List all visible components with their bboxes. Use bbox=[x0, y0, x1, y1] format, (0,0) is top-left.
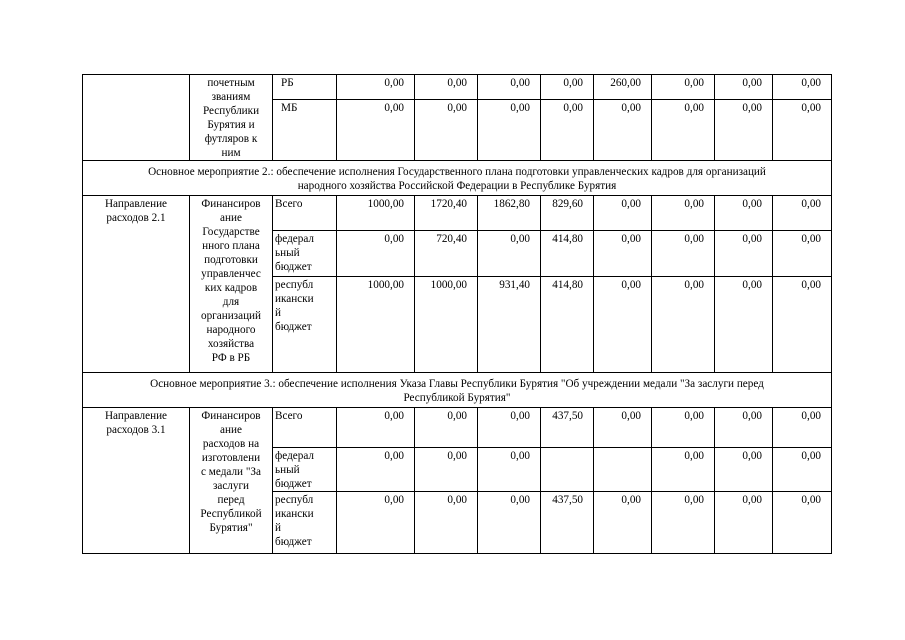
value-cell: 0,00 bbox=[337, 448, 415, 492]
event-name-cell bbox=[190, 75, 273, 161]
funding-source-cell: МБ bbox=[273, 100, 337, 161]
funding-source-line: республ bbox=[275, 494, 314, 506]
value-cell: 437,50 bbox=[541, 492, 594, 554]
event-name-line: управленчес bbox=[201, 268, 261, 280]
expense-direction-line: расходов 2.1 bbox=[106, 212, 166, 224]
value-cell bbox=[541, 448, 594, 492]
funding-source-line: Всего bbox=[275, 410, 303, 422]
budget-table bbox=[82, 74, 832, 554]
section-title bbox=[83, 161, 832, 196]
value-cell: 0,00 bbox=[773, 100, 832, 161]
value-cell: 0,00 bbox=[773, 408, 832, 448]
value-cell: 0,00 bbox=[773, 196, 832, 231]
event-name-line: РФ в РБ bbox=[211, 352, 251, 364]
section-title-line: Основное мероприятие 2.: обеспечение исполнения Государственного плана подготовки управленческих кадров для организаций bbox=[148, 166, 766, 178]
value-cell: 0,00 bbox=[594, 196, 652, 231]
event-name-line: Республикой bbox=[200, 508, 262, 520]
table-row bbox=[83, 408, 832, 448]
event-name-line: Бурятия" bbox=[209, 522, 253, 534]
event-name-line: ких кадров bbox=[204, 282, 258, 294]
funding-source-line: ьный bbox=[275, 464, 300, 476]
event-name-line: заслуги bbox=[212, 480, 250, 492]
event-name-line: подготовки bbox=[204, 254, 258, 266]
section-heading-row bbox=[83, 373, 832, 408]
value-cell: 0,00 bbox=[594, 277, 652, 373]
section-title-line: Основное мероприятие 3.: обеспечение исполнения Указа Главы Республики Бурятия "Об учреждении медали "За заслуги перед bbox=[150, 378, 764, 390]
value-cell: 0,00 bbox=[415, 492, 478, 554]
event-name-line: почетным bbox=[207, 77, 255, 89]
funding-source-cell bbox=[273, 408, 337, 448]
expense-direction-line: расходов 3.1 bbox=[106, 424, 166, 436]
funding-source-cell bbox=[273, 196, 337, 231]
value-cell: 0,00 bbox=[337, 231, 415, 277]
value-cell: 0,00 bbox=[715, 100, 773, 161]
value-cell: 0,00 bbox=[715, 196, 773, 231]
value-cell: 0,00 bbox=[478, 231, 541, 277]
event-name-line: с медали "За bbox=[201, 466, 261, 478]
value-cell: 0,00 bbox=[715, 277, 773, 373]
event-name-line: расходов на bbox=[202, 438, 260, 450]
value-cell: 0,00 bbox=[478, 448, 541, 492]
section-heading-row bbox=[83, 161, 832, 196]
value-cell: 720,40 bbox=[415, 231, 478, 277]
funding-source-line: федерал bbox=[275, 233, 314, 245]
value-cell: 0,00 bbox=[478, 75, 541, 100]
value-cell: 0,00 bbox=[652, 408, 715, 448]
funding-source-line: бюджет bbox=[275, 261, 312, 273]
event-name-line: хозяйства bbox=[207, 338, 255, 350]
value-cell: 0,00 bbox=[415, 408, 478, 448]
value-cell: 414,80 bbox=[541, 231, 594, 277]
value-cell: 0,00 bbox=[541, 100, 594, 161]
value-cell: 1000,00 bbox=[337, 277, 415, 373]
funding-source-line: бюджет bbox=[275, 478, 312, 490]
event-name-line: ание bbox=[220, 212, 242, 224]
value-cell: 0,00 bbox=[652, 492, 715, 554]
event-name-line: перед bbox=[217, 494, 245, 506]
value-cell: 0,00 bbox=[652, 448, 715, 492]
value-cell: 0,00 bbox=[773, 448, 832, 492]
value-cell: 260,00 bbox=[594, 75, 652, 100]
value-cell: 0,00 bbox=[715, 231, 773, 277]
event-name-line: Бурятия и bbox=[207, 119, 255, 131]
event-name-line: Государстве bbox=[202, 226, 260, 238]
section-title-line: народного хозяйства Российской Федерации в Республике Бурятия bbox=[297, 180, 617, 192]
expense-direction-cell bbox=[83, 408, 190, 554]
value-cell: 0,00 bbox=[652, 75, 715, 100]
direction-cell-empty bbox=[83, 75, 190, 161]
value-cell: 0,00 bbox=[652, 231, 715, 277]
value-cell: 0,00 bbox=[715, 492, 773, 554]
value-cell: 0,00 bbox=[594, 408, 652, 448]
funding-source-cell bbox=[273, 448, 337, 492]
value-cell: 1862,80 bbox=[478, 196, 541, 231]
table-body bbox=[83, 75, 832, 554]
event-name-line: народного bbox=[206, 324, 256, 336]
funding-source-line: федерал bbox=[275, 450, 314, 462]
funding-source-cell bbox=[273, 277, 337, 373]
value-cell: 829,60 bbox=[541, 196, 594, 231]
funding-source-line: Всего bbox=[275, 198, 303, 210]
event-name-line: Финансиров bbox=[201, 410, 261, 422]
value-cell: 0,00 bbox=[773, 231, 832, 277]
funding-source-line: й bbox=[275, 307, 281, 319]
value-cell: 0,00 bbox=[594, 231, 652, 277]
value-cell: 1000,00 bbox=[415, 277, 478, 373]
value-cell: 931,40 bbox=[478, 277, 541, 373]
expense-direction-cell bbox=[83, 196, 190, 373]
value-cell: 0,00 bbox=[478, 100, 541, 161]
value-cell: 0,00 bbox=[337, 75, 415, 100]
event-name-line: званиям bbox=[211, 91, 251, 103]
event-name-line: организаций bbox=[200, 310, 262, 322]
value-cell: 0,00 bbox=[594, 100, 652, 161]
event-name-line: ним bbox=[221, 147, 241, 159]
value-cell: 0,00 bbox=[773, 277, 832, 373]
value-cell: 0,00 bbox=[478, 492, 541, 554]
value-cell: 0,00 bbox=[715, 408, 773, 448]
funding-source-line: бюджет bbox=[275, 321, 312, 333]
value-cell: 0,00 bbox=[652, 100, 715, 161]
table-row bbox=[83, 196, 832, 231]
value-cell: 0,00 bbox=[652, 277, 715, 373]
section-title-line: Республикой Бурятия" bbox=[403, 392, 511, 404]
value-cell bbox=[594, 448, 652, 492]
value-cell: 0,00 bbox=[652, 196, 715, 231]
value-cell: 0,00 bbox=[415, 100, 478, 161]
event-name-line: для bbox=[222, 296, 240, 308]
funding-source-line: икански bbox=[275, 508, 314, 520]
event-name-line: изготовлени bbox=[201, 452, 261, 464]
value-cell: 0,00 bbox=[541, 75, 594, 100]
event-name-line: Финансиров bbox=[201, 198, 261, 210]
expense-direction-line: Направление bbox=[104, 410, 168, 422]
value-cell: 0,00 bbox=[337, 100, 415, 161]
value-cell: 0,00 bbox=[715, 448, 773, 492]
funding-source-line: республ bbox=[275, 279, 314, 291]
value-cell: 437,50 bbox=[541, 408, 594, 448]
section-title bbox=[83, 373, 832, 408]
value-cell: 0,00 bbox=[594, 492, 652, 554]
value-cell: 0,00 bbox=[415, 75, 478, 100]
value-cell: 1000,00 bbox=[337, 196, 415, 231]
table-row bbox=[83, 75, 832, 100]
event-name-line: нного плана bbox=[202, 240, 260, 252]
funding-source-line: икански bbox=[275, 293, 314, 305]
funding-source-line: бюджет bbox=[275, 536, 312, 548]
event-name-cell bbox=[190, 196, 273, 373]
value-cell: 1720,40 bbox=[415, 196, 478, 231]
value-cell: 0,00 bbox=[773, 75, 832, 100]
event-name-line: ание bbox=[220, 424, 242, 436]
funding-source-line: ьный bbox=[275, 247, 300, 259]
funding-source-cell bbox=[273, 231, 337, 277]
expense-direction-line: Направление bbox=[104, 198, 168, 210]
value-cell: 0,00 bbox=[773, 492, 832, 554]
funding-source-cell bbox=[273, 492, 337, 554]
event-name-line: футляров к bbox=[204, 133, 258, 145]
value-cell: 0,00 bbox=[715, 75, 773, 100]
value-cell: 0,00 bbox=[478, 408, 541, 448]
funding-source-cell: РБ bbox=[273, 75, 337, 100]
funding-source-line: й bbox=[275, 522, 281, 534]
event-name-line: Республики bbox=[202, 105, 260, 117]
value-cell: 414,80 bbox=[541, 277, 594, 373]
value-cell: 0,00 bbox=[415, 448, 478, 492]
value-cell: 0,00 bbox=[337, 408, 415, 448]
value-cell: 0,00 bbox=[337, 492, 415, 554]
event-name-cell bbox=[190, 408, 273, 554]
